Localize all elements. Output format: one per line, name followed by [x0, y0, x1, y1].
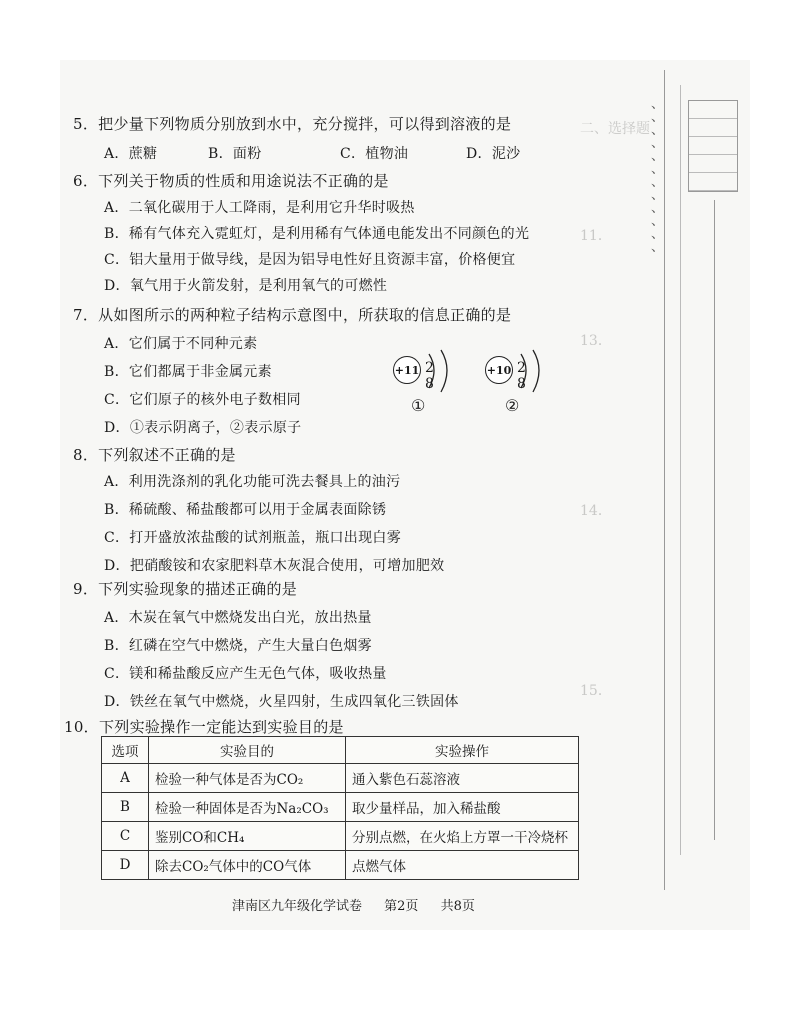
question-9-option-d: D．铁丝在氧气中燃烧，火星四射，生成四氧化三铁固体: [104, 694, 459, 710]
question-9-option-a: A．木炭在氧气中燃烧发出白光，放出热量: [104, 610, 372, 626]
question-8-option-d: D．把硝酸铵和农家肥料草木灰混合使用，可增加肥效: [104, 558, 445, 574]
table-cell: A: [102, 764, 149, 793]
table-header-row: [102, 737, 579, 764]
seat-number-box: [688, 100, 738, 192]
question-5-option-d: D．泥沙: [466, 146, 521, 162]
question-6-option-d: D．氧气用于火箭发射，是利用氧气的可燃性: [104, 278, 388, 294]
electron-shells-1: 2 8: [425, 360, 440, 392]
table-cell: 通入紫色石蕊溶液: [346, 764, 579, 793]
question-8-option-b: B．稀硫酸、稀盐酸都可以用于金属表面除锈: [104, 502, 387, 518]
table-cell: 检验一种气体是否为CO₂: [149, 764, 346, 793]
table-header: 实验目的: [149, 737, 346, 764]
particle-label-1: ①: [411, 396, 426, 415]
particle-diagram-2: [485, 346, 555, 426]
question-9-option-b: B．红磷在空气中燃烧，产生大量白色烟雾: [104, 638, 372, 654]
binding-strip: [680, 85, 743, 855]
question-7-option-c: C．它们原子的核外电子数相同: [104, 392, 301, 408]
binding-inner-line: [714, 200, 715, 840]
electron-shells-2: 2 8: [517, 360, 532, 392]
experiment-table: [101, 736, 579, 880]
bleed-through-text: 二、选择题: [580, 121, 650, 137]
question-7-option-b: B．它们都属于非金属元素: [104, 364, 272, 380]
question-5-option-a: A．蔗糖: [104, 146, 158, 162]
table-cell: 分别点燃，在火焰上方罩一干冷烧杯: [346, 822, 579, 851]
page-footer: [232, 895, 493, 914]
table-cell: C: [102, 822, 149, 851]
footer-page-number: 第2页: [384, 899, 419, 914]
table-cell: 检验一种固体是否为Na₂CO₃: [149, 793, 346, 822]
footer-title: 津南区九年级化学试卷: [232, 899, 363, 914]
particle-diagram-1: [393, 346, 463, 426]
table-header: 实验操作: [346, 737, 579, 764]
table-cell: 鉴别CO和CH₄: [149, 822, 346, 851]
question-7-option-d: D．①表示阴离子，②表示原子: [104, 420, 302, 436]
question-9-stem: 9．下列实验现象的描述正确的是: [73, 580, 298, 598]
nucleus-2: +10: [485, 356, 513, 384]
question-5-option-b: B．面粉: [208, 146, 262, 162]
question-10-stem: 10．下列实验操作一定能达到实验目的是: [64, 718, 344, 736]
table-cell: 取少量样品，加入稀盐酸: [346, 793, 579, 822]
table-row: [102, 764, 579, 793]
bleed-through-text: 11．: [580, 228, 612, 244]
table-cell: B: [102, 793, 149, 822]
binding-dash-line: 、 、 、 、 、 、 、 、 、 、 、 、: [651, 97, 665, 255]
question-7-stem: 7．从如图所示的两种粒子结构示意图中，所获取的信息正确的是: [73, 306, 512, 324]
footer-total-pages: 共8页: [440, 899, 475, 914]
question-9-option-c: C．镁和稀盐酸反应产生无色气体，吸收热量: [104, 666, 387, 682]
bleed-through-text: 14．: [580, 503, 612, 519]
question-5-stem: 5．把少量下列物质分别放到水中，充分搅拌，可以得到溶液的是: [73, 115, 512, 133]
table-cell: 除去CO₂气体中的CO气体: [149, 851, 346, 880]
table-cell: 点燃气体: [346, 851, 579, 880]
binding-line: [664, 70, 665, 890]
bleed-through-text: 15．: [580, 683, 612, 699]
bleed-through-text: 13．: [580, 333, 612, 349]
particle-label-2: ②: [505, 396, 520, 415]
question-6-option-a: A．二氧化碳用于人工降雨，是利用它升华时吸热: [104, 200, 415, 216]
question-6-stem: 6．下列关于物质的性质和用途说法不正确的是: [73, 172, 389, 190]
table-row: [102, 851, 579, 880]
table-header: 选项: [102, 737, 149, 764]
question-7-option-a: A．它们属于不同种元素: [104, 336, 258, 352]
question-8-stem: 8．下列叙述不正确的是: [73, 446, 236, 464]
question-6-option-c: C．铝大量用于做导线，是因为铝导电性好且资源丰富，价格便宜: [104, 252, 516, 268]
table-cell: D: [102, 851, 149, 880]
question-6-option-b: B．稀有气体充入霓虹灯，是利用稀有气体通电能发出不同颜色的光: [104, 226, 530, 242]
question-8-option-c: C．打开盛放浓盐酸的试剂瓶盖，瓶口出现白雾: [104, 530, 402, 546]
table-row: [102, 793, 579, 822]
question-8-option-a: A．利用洗涤剂的乳化功能可洗去餐具上的油污: [104, 474, 401, 490]
nucleus-1: +11: [393, 356, 421, 384]
question-5-option-c: C．植物油: [340, 146, 409, 162]
table-row: [102, 822, 579, 851]
